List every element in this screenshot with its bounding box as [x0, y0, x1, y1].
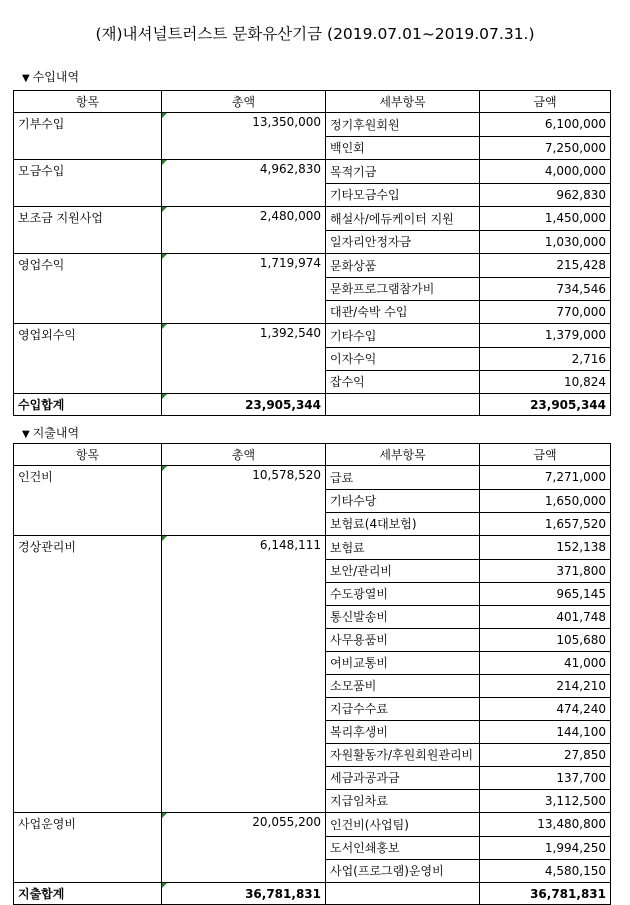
table-row: [14, 207, 611, 231]
amount-cell: 401,748: [480, 605, 611, 628]
table-row: [14, 651, 611, 674]
total-header: 총액: [162, 91, 326, 113]
detail-cell: 기타수입: [326, 324, 480, 348]
total-cell-empty: [162, 720, 326, 743]
total-cell-empty: [162, 230, 326, 254]
table-row: [14, 489, 611, 512]
detail-cell: 보험료: [326, 536, 480, 560]
total-cell-empty: [162, 789, 326, 813]
total-cell: 1,719,974: [162, 254, 326, 278]
item-cell-empty: [14, 370, 162, 394]
detail-cell: 백인회: [326, 136, 480, 160]
table-row: [14, 859, 611, 883]
table-row: [14, 300, 611, 324]
total-cell-empty: [162, 628, 326, 651]
table-row: [14, 183, 611, 207]
total-cell-empty: [162, 183, 326, 207]
table-row: [14, 628, 611, 651]
amount-cell: 965,145: [480, 582, 611, 605]
grand-total-amount-cell: 23,905,344: [480, 394, 611, 416]
amount-cell: 13,480,800: [480, 813, 611, 837]
detail-cell: 복리후생비: [326, 720, 480, 743]
total-cell-empty: [162, 697, 326, 720]
total-cell-empty: [162, 605, 326, 628]
amount-cell: 371,800: [480, 559, 611, 582]
income-section-label: [22, 68, 79, 85]
income-table: [13, 90, 611, 416]
table-row: [14, 697, 611, 720]
amount-header: 금액: [480, 91, 611, 113]
item-cell: 영업외수익: [14, 324, 162, 348]
table-row: [14, 720, 611, 743]
total-cell-empty: [162, 300, 326, 324]
total-cell-empty: [162, 370, 326, 394]
amount-cell: 144,100: [480, 720, 611, 743]
detail-cell: 지급수수료: [326, 697, 480, 720]
detail-header: 세부항목: [326, 91, 480, 113]
total-cell-empty: [162, 136, 326, 160]
grand-total-cell: 23,905,344: [162, 394, 326, 416]
detail-cell: 여비교통비: [326, 651, 480, 674]
table-row: [14, 582, 611, 605]
detail-cell: 기타모금수입: [326, 183, 480, 207]
detail-cell: 지급임차료: [326, 789, 480, 813]
detail-cell: 급료: [326, 466, 480, 490]
total-label-cell: 수입합계: [14, 394, 162, 416]
total-cell-empty: [162, 859, 326, 883]
table-row: [14, 230, 611, 254]
total-cell-empty: [162, 651, 326, 674]
table-row: [14, 559, 611, 582]
amount-cell: 3,112,500: [480, 789, 611, 813]
amount-cell: 1,994,250: [480, 836, 611, 859]
item-cell-empty: [14, 277, 162, 300]
amount-cell: 1,657,520: [480, 512, 611, 536]
table-row: [14, 605, 611, 628]
amount-cell: 474,240: [480, 697, 611, 720]
detail-cell: 보험료(4대보험): [326, 512, 480, 536]
amount-cell: 105,680: [480, 628, 611, 651]
table-row: [14, 813, 611, 837]
detail-cell: 문화프로그램참가비: [326, 277, 480, 300]
table-row: [14, 743, 611, 766]
total-label-cell: 지출합계: [14, 883, 162, 905]
detail-cell: 인건비(사업팀): [326, 813, 480, 837]
total-cell-empty: [162, 489, 326, 512]
amount-cell: 10,824: [480, 370, 611, 394]
item-cell-empty: [14, 766, 162, 789]
amount-cell: 1,030,000: [480, 230, 611, 254]
amount-cell: 6,100,000: [480, 113, 611, 137]
amount-cell: 215,428: [480, 254, 611, 278]
item-cell: 경상관리비: [14, 536, 162, 560]
amount-cell: 4,580,150: [480, 859, 611, 883]
item-cell-empty: [14, 697, 162, 720]
total-cell-empty: [162, 277, 326, 300]
amount-cell: 7,271,000: [480, 466, 611, 490]
expense-table: [13, 443, 611, 905]
total-cell: 2,480,000: [162, 207, 326, 231]
amount-cell: 962,830: [480, 183, 611, 207]
page-title: (재)내셔널트러스트 문화유산기금 (2019.07.01~2019.07.31.): [95, 25, 535, 43]
total-detail-empty: [326, 394, 480, 416]
grand-total-amount-cell: 36,781,831: [480, 883, 611, 905]
detail-cell: 자원활동가/후원회원관리비: [326, 743, 480, 766]
table-row: [14, 136, 611, 160]
table-row: [14, 836, 611, 859]
detail-cell: 통신발송비: [326, 605, 480, 628]
table-row: [14, 160, 611, 184]
detail-cell: 대관/숙박 수입: [326, 300, 480, 324]
table-row: [14, 370, 611, 394]
total-cell-empty: [162, 347, 326, 370]
total-cell-empty: [162, 743, 326, 766]
detail-cell: 소모품비: [326, 674, 480, 697]
detail-cell: 목적기금: [326, 160, 480, 184]
detail-cell: 사무용품비: [326, 628, 480, 651]
item-header: 항목: [14, 444, 162, 466]
amount-cell: 734,546: [480, 277, 611, 300]
detail-cell: 보안/관리비: [326, 559, 480, 582]
detail-cell: 수도광열비: [326, 582, 480, 605]
item-cell: 보조금 지원사업: [14, 207, 162, 231]
total-cell-empty: [162, 766, 326, 789]
amount-cell: 770,000: [480, 300, 611, 324]
table-row: [14, 536, 611, 560]
detail-cell: 정기후원회원: [326, 113, 480, 137]
item-cell: 영업수익: [14, 254, 162, 278]
item-cell-empty: [14, 230, 162, 254]
amount-cell: 41,000: [480, 651, 611, 674]
item-cell-empty: [14, 628, 162, 651]
detail-cell: 도서인쇄홍보: [326, 836, 480, 859]
table-row: [14, 254, 611, 278]
detail-header: 세부항목: [326, 444, 480, 466]
table-row: [14, 512, 611, 536]
item-cell-empty: [14, 720, 162, 743]
item-cell-empty: [14, 559, 162, 582]
header-row: [14, 91, 611, 113]
item-cell-empty: [14, 674, 162, 697]
total-cell: 20,055,200: [162, 813, 326, 837]
total-cell: 13,350,000: [162, 113, 326, 137]
item-cell: 기부수입: [14, 113, 162, 137]
detail-cell: 세금과공과금: [326, 766, 480, 789]
detail-cell: 잡수익: [326, 370, 480, 394]
item-cell-empty: [14, 789, 162, 813]
total-detail-empty: [326, 883, 480, 905]
header-row: [14, 444, 611, 466]
detail-cell: 이자수익: [326, 347, 480, 370]
item-cell-empty: [14, 651, 162, 674]
table-row: [14, 277, 611, 300]
total-cell-empty: [162, 512, 326, 536]
item-cell-empty: [14, 136, 162, 160]
detail-cell: 기타수당: [326, 489, 480, 512]
amount-cell: 152,138: [480, 536, 611, 560]
amount-cell: 214,210: [480, 674, 611, 697]
item-cell-empty: [14, 512, 162, 536]
item-cell: 모금수입: [14, 160, 162, 184]
amount-cell: 1,650,000: [480, 489, 611, 512]
grand-total-cell: 36,781,831: [162, 883, 326, 905]
item-cell: 사업운영비: [14, 813, 162, 837]
amount-cell: 2,716: [480, 347, 611, 370]
total-cell-empty: [162, 582, 326, 605]
amount-cell: 137,700: [480, 766, 611, 789]
amount-cell: 1,450,000: [480, 207, 611, 231]
amount-header: 금액: [480, 444, 611, 466]
table-row: [14, 113, 611, 137]
total-cell-empty: [162, 674, 326, 697]
table-row: [14, 466, 611, 490]
item-cell-empty: [14, 300, 162, 324]
total-cell-empty: [162, 559, 326, 582]
total-cell: 10,578,520: [162, 466, 326, 490]
total-header: 총액: [162, 444, 326, 466]
total-cell-empty: [162, 836, 326, 859]
table-row: [14, 789, 611, 813]
detail-cell: 해설사/에듀케이터 지원: [326, 207, 480, 231]
item-cell-empty: [14, 859, 162, 883]
table-row: [14, 324, 611, 348]
table-row: [14, 674, 611, 697]
total-cell: 1,392,540: [162, 324, 326, 348]
total-row: [14, 883, 611, 905]
amount-cell: 7,250,000: [480, 136, 611, 160]
detail-cell: 문화상품: [326, 254, 480, 278]
item-cell-empty: [14, 743, 162, 766]
detail-cell: 사업(프로그램)운영비: [326, 859, 480, 883]
total-row: [14, 394, 611, 416]
table-row: [14, 347, 611, 370]
expense-section-label-text: 지출내역: [32, 426, 80, 440]
item-cell-empty: [14, 347, 162, 370]
item-cell: 인건비: [14, 466, 162, 490]
item-cell-empty: [14, 489, 162, 512]
item-cell-empty: [14, 605, 162, 628]
triangle-down-icon: ▼: [22, 429, 30, 440]
detail-cell: 일자리안정자금: [326, 230, 480, 254]
expense-section-label: [22, 424, 79, 441]
item-header: 항목: [14, 91, 162, 113]
item-cell-empty: [14, 582, 162, 605]
item-cell-empty: [14, 836, 162, 859]
income-section-label-text: 수입내역: [32, 70, 80, 84]
table-row: [14, 766, 611, 789]
item-cell-empty: [14, 183, 162, 207]
amount-cell: 4,000,000: [480, 160, 611, 184]
total-cell: 4,962,830: [162, 160, 326, 184]
amount-cell: 27,850: [480, 743, 611, 766]
total-cell: 6,148,111: [162, 536, 326, 560]
triangle-down-icon: ▼: [22, 73, 30, 84]
amount-cell: 1,379,000: [480, 324, 611, 348]
